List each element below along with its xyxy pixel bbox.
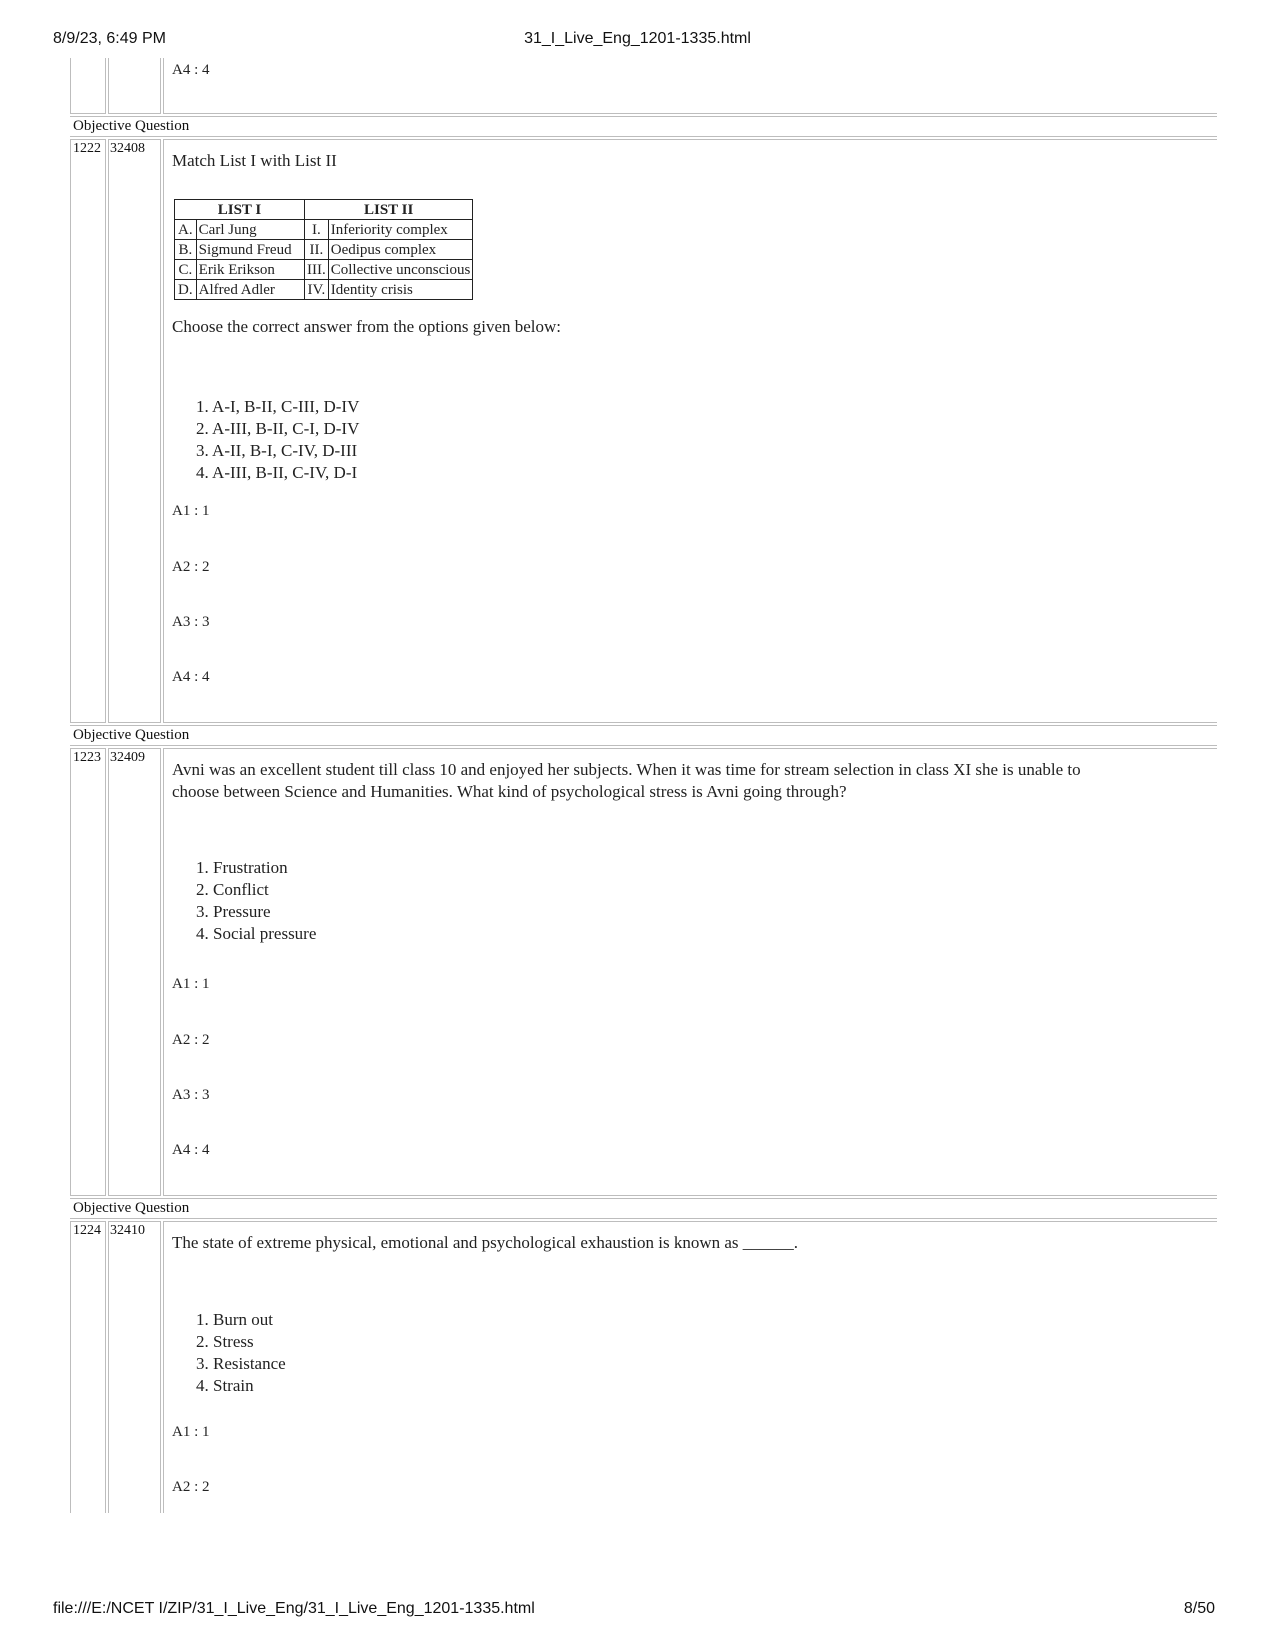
list-ii-numeral: I. [305,220,329,240]
option-item: 2. Conflict [196,880,269,899]
number-cell [70,1221,106,1513]
question-id: 32409 [110,750,145,765]
list-i-item: Carl Jung [196,220,304,240]
option-item: 4. Strain [196,1376,254,1395]
table-row [175,260,473,280]
question-text: Match List I with List II [172,151,337,170]
list-ii-numeral: III. [305,260,329,280]
print-datetime: 8/9/23, 6:49 PM [53,30,166,47]
question-type-label: Objective Question [73,118,190,134]
option-item: 2. Stress [196,1332,254,1351]
list-ii-item: Oedipus complex [328,240,473,260]
answer-a3: A3 : 3 [172,614,210,630]
list-ii-item: Collective unconscious [328,260,473,280]
option-item: 1. A-I, B-II, C-III, D-IV [196,397,360,416]
question-number: 1223 [73,750,101,765]
option-item: 4. A-III, B-II, C-IV, D-I [196,463,358,482]
question-id: 32410 [110,1223,145,1238]
content-cell [163,1221,1217,1513]
divider [70,745,1217,746]
id-cell [108,58,161,114]
question-number: 1222 [73,141,101,156]
list-ii-numeral: II. [305,240,329,260]
print-title: 31_I_Live_Eng_1201-1335.html [524,30,751,47]
id-cell [108,748,161,1196]
divider [70,1198,1217,1199]
answer-a2: A2 : 2 [172,559,210,575]
option-item: 1. Frustration [196,858,288,877]
number-cell [70,139,106,723]
number-cell [70,58,106,114]
question-text [172,759,1172,803]
question-instruction: Choose the correct answer from the options given below: [172,317,562,336]
option-item: 3. Pressure [196,902,271,921]
options-list [196,857,316,945]
answer-a2: A2 : 2 [172,1479,210,1495]
option-item: 3. A-II, B-I, C-IV, D-III [196,441,358,460]
option-item: 4. Social pressure [196,924,317,943]
page-number: 8/50 [1183,1600,1215,1617]
list-i-letter: B. [175,240,197,260]
table-row [175,240,473,260]
question-text-line: Avni was an excellent student till class 10 and enjoyed her subjects. When it was time for stream selection in class XI she is unable to [172,760,1081,779]
options-list [196,1309,286,1397]
answer-a2: A2 : 2 [172,1032,210,1048]
answer-a1: A1 : 1 [172,976,210,992]
question-text: The state of extreme physical, emotional and psychological exhaustion is known as ______. [172,1233,799,1252]
list-ii-item: Inferiority complex [328,220,473,240]
divider [70,136,1217,137]
answer-a3: A3 : 3 [172,1087,210,1103]
list-i-header: LIST I [175,200,305,220]
option-item: 1. Burn out [196,1310,273,1329]
answer-a4: A4 : 4 [172,62,210,78]
question-frame-1223 [70,748,1217,1196]
answer-a4: A4 : 4 [172,669,210,685]
answer-a1: A1 : 1 [172,503,210,519]
divider [70,1218,1217,1219]
option-item: 2. A-III, B-II, C-I, D-IV [196,419,360,438]
question-type-label: Objective Question [73,727,190,743]
list-ii-header: LIST II [305,200,473,220]
question-text-line: choose between Science and Humanities. What kind of psychological stress is Avni going through? [172,782,847,801]
options-list [196,396,359,484]
id-cell [108,139,161,723]
option-item: 3. Resistance [196,1354,286,1373]
table-row [175,220,473,240]
number-cell [70,748,106,1196]
divider [70,725,1217,726]
answer-a1: A1 : 1 [172,1424,210,1440]
list-ii-item: Identity crisis [328,280,473,300]
question-number: 1224 [73,1223,101,1238]
question-type-label: Objective Question [73,1200,190,1216]
answer-a4: A4 : 4 [172,1142,210,1158]
list-i-item: Sigmund Freud [196,240,304,260]
list-ii-numeral: IV. [305,280,329,300]
content-cell [163,58,1217,114]
list-i-item: Alfred Adler [196,280,304,300]
list-i-letter: D. [175,280,197,300]
list-i-letter: C. [175,260,197,280]
question-id: 32408 [110,141,145,156]
print-file-path: file:///E:/NCET I/ZIP/31_I_Live_Eng/31_I_Live_Eng_1201-1335.html [53,1600,535,1617]
match-list-table [174,199,473,300]
content-cell [163,748,1217,1196]
list-i-letter: A. [175,220,197,240]
divider [70,116,1217,117]
list-i-item: Erik Erikson [196,260,304,280]
table-row [175,280,473,300]
table-header-row [175,200,473,220]
prev-question-frame [70,58,1217,114]
id-cell [108,1221,161,1513]
